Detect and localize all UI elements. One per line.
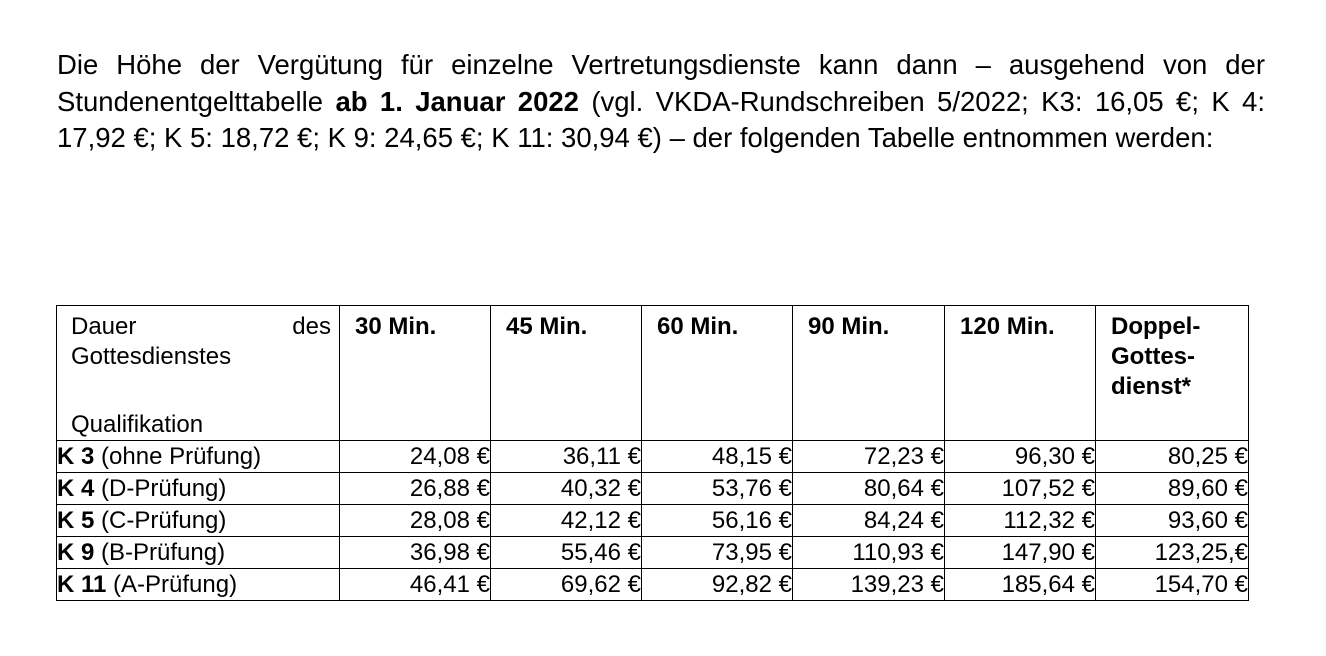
header-doppel-line2: Gottes- xyxy=(1111,343,1195,370)
intro-date-bold: ab 1. Januar 2022 xyxy=(335,85,579,117)
row-label-k5 xyxy=(57,505,340,537)
corner-word-qualifikation: Qualifikation xyxy=(71,411,204,438)
table-cell: 147,90 € xyxy=(945,537,1096,569)
table-cell: 84,24 € xyxy=(793,505,945,537)
table-cell: 55,46 € xyxy=(491,537,642,569)
corner-word-des: des xyxy=(292,313,331,340)
header-doppel-line3: dienst* xyxy=(1111,373,1192,400)
table-row xyxy=(57,537,1249,569)
table-cell: 123,25,€ xyxy=(1096,537,1249,569)
table-row xyxy=(57,441,1249,473)
corner-word-gottesdienstes: Gottesdienstes xyxy=(71,343,232,370)
table-cell: 154,70 € xyxy=(1096,569,1249,601)
header-120-min: 120 Min. xyxy=(945,306,1096,441)
table-row xyxy=(57,473,1249,505)
table-cell: 24,08 € xyxy=(340,441,491,473)
row-label-k4 xyxy=(57,473,340,505)
table-cell: 112,32 € xyxy=(945,505,1096,537)
header-doppel-line1: Doppel- xyxy=(1111,313,1201,340)
header-doppelgottesdienst xyxy=(1096,306,1249,441)
row-code: K 4 xyxy=(57,474,95,502)
table-cell: 26,88 € xyxy=(340,473,491,505)
row-code: K 3 xyxy=(57,442,95,470)
table-cell: 36,98 € xyxy=(340,537,491,569)
table-cell: 93,60 € xyxy=(1096,505,1249,537)
table-cell: 80,25 € xyxy=(1096,441,1249,473)
table-cell: 28,08 € xyxy=(340,505,491,537)
corner-word-dauer: Dauer xyxy=(71,313,137,340)
row-qualification: (B-Prüfung) xyxy=(94,538,226,566)
corner-header-cell xyxy=(57,306,340,441)
table-cell: 73,95 € xyxy=(642,537,793,569)
table-cell: 96,30 € xyxy=(945,441,1096,473)
table-row xyxy=(57,569,1249,601)
row-qualification: (ohne Prüfung) xyxy=(94,442,262,470)
row-label-k9 xyxy=(57,537,340,569)
table-cell: 72,23 € xyxy=(793,441,945,473)
table-cell: 89,60 € xyxy=(1096,473,1249,505)
intro-text-start: Die Höhe der Vergütung für einzelne Vertretungsdienste kann dann – ausgehend von der Stundenentgelttabelle xyxy=(57,49,1265,117)
row-label-k3 xyxy=(57,441,340,473)
row-label-k11 xyxy=(57,569,340,601)
row-code: K 9 xyxy=(57,538,95,566)
table-cell: 92,82 € xyxy=(642,569,793,601)
table-cell: 36,11 € xyxy=(491,441,642,473)
table-header-row xyxy=(57,306,1249,441)
table-cell: 80,64 € xyxy=(793,473,945,505)
header-60-min: 60 Min. xyxy=(642,306,793,441)
payment-table xyxy=(56,305,1249,601)
header-90-min: 90 Min. xyxy=(793,306,945,441)
row-qualification: (A-Prüfung) xyxy=(106,570,238,598)
header-30-min: 30 Min. xyxy=(340,306,491,441)
intro-paragraph xyxy=(57,47,1265,157)
table-row xyxy=(57,505,1249,537)
intro-text-end: (vgl. VKDA-Rundschreiben 5/2022; K3: 16,05 €; K 4: 17,92 €; K 5: 18,72 €; K 9: 24,65 €; K 11: 30,94 €) – der folgenden Tabelle entnommen werden: xyxy=(57,85,1265,153)
table-cell: 53,76 € xyxy=(642,473,793,505)
table-cell: 110,93 € xyxy=(793,537,945,569)
table-cell: 69,62 € xyxy=(491,569,642,601)
table-cell: 185,64 € xyxy=(945,569,1096,601)
table-cell: 139,23 € xyxy=(793,569,945,601)
table-cell: 48,15 € xyxy=(642,441,793,473)
row-qualification: (C-Prüfung) xyxy=(94,506,227,534)
row-code: K 5 xyxy=(57,506,95,534)
table-cell: 40,32 € xyxy=(491,473,642,505)
table-cell: 42,12 € xyxy=(491,505,642,537)
row-qualification: (D-Prüfung) xyxy=(94,474,227,502)
corner-header-line1 xyxy=(71,312,331,342)
table-cell: 107,52 € xyxy=(945,473,1096,505)
row-code: K 11 xyxy=(57,570,107,598)
table-cell: 56,16 € xyxy=(642,505,793,537)
header-45-min: 45 Min. xyxy=(491,306,642,441)
table-cell: 46,41 € xyxy=(340,569,491,601)
